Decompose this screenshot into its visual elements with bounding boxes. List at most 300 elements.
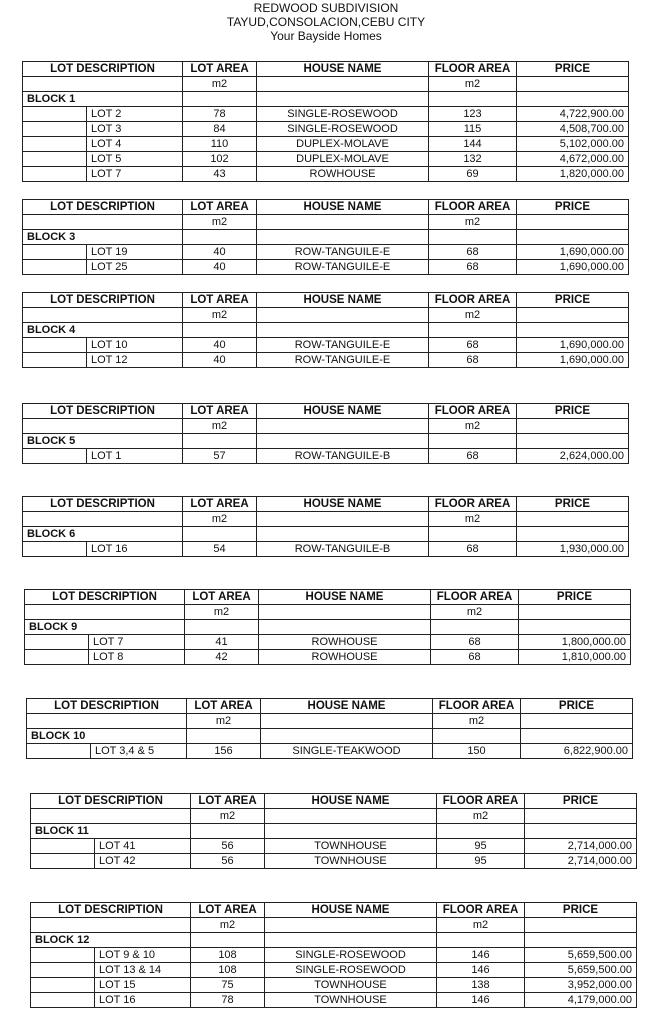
- table-row: [25, 635, 631, 650]
- price-header: PRICE: [517, 200, 629, 215]
- table-unit-row: [23, 512, 629, 527]
- floor-area-header: FLOOR AREA: [437, 903, 525, 918]
- empty-cell: [265, 933, 437, 948]
- table-row: [23, 542, 629, 557]
- floor-area-unit: m2: [437, 809, 525, 824]
- lot-area-value: 75: [191, 978, 265, 993]
- floor-area-header: FLOOR AREA: [429, 404, 517, 419]
- price-value: 2,714,000.00: [525, 839, 637, 854]
- table-unit-row: [23, 215, 629, 230]
- house-name-value: DUPLEX-MOLAVE: [257, 152, 429, 167]
- floor-area-header: FLOOR AREA: [437, 794, 525, 809]
- lot-description-header: LOT DESCRIPTION: [23, 200, 183, 215]
- empty-cell: [23, 107, 87, 122]
- floor-area-value: 146: [437, 993, 525, 1008]
- empty-cell: [185, 620, 259, 635]
- price-header: PRICE: [525, 794, 637, 809]
- block-label-row: [23, 230, 629, 245]
- table-unit-row: [23, 419, 629, 434]
- block-label: BLOCK 12: [31, 933, 191, 948]
- house-name-value: ROW-TANGUILE-E: [257, 353, 429, 368]
- empty-cell: [31, 809, 191, 824]
- price-value: 1,690,000.00: [517, 353, 629, 368]
- price-header: PRICE: [517, 497, 629, 512]
- table-header-row: [23, 62, 629, 77]
- floor-area-unit: m2: [431, 605, 519, 620]
- house-name-header: HOUSE NAME: [257, 200, 429, 215]
- empty-cell: [259, 605, 431, 620]
- floor-area-unit: m2: [429, 512, 517, 527]
- empty-cell: [23, 512, 183, 527]
- table-row: [23, 152, 629, 167]
- empty-cell: [429, 527, 517, 542]
- lot-area-header: LOT AREA: [185, 590, 259, 605]
- lot-area-unit: m2: [191, 809, 265, 824]
- table-row: [25, 650, 631, 665]
- empty-cell: [525, 809, 637, 824]
- floor-area-value: 132: [429, 152, 517, 167]
- lot-area-header: LOT AREA: [187, 699, 261, 714]
- house-name-value: ROWHOUSE: [259, 650, 431, 665]
- block-table: [22, 403, 629, 464]
- table-header-row: [23, 404, 629, 419]
- table-row: [31, 993, 637, 1008]
- price-value: 2,714,000.00: [525, 854, 637, 869]
- table-unit-row: [31, 809, 637, 824]
- block-label: BLOCK 1: [23, 92, 183, 107]
- table-header-row: [23, 497, 629, 512]
- empty-cell: [261, 729, 433, 744]
- floor-area-unit: m2: [429, 419, 517, 434]
- empty-cell: [23, 137, 87, 152]
- price-value: 1,690,000.00: [517, 245, 629, 260]
- empty-cell: [23, 338, 87, 353]
- block-label: BLOCK 4: [23, 323, 183, 338]
- lot-area-unit: m2: [183, 512, 257, 527]
- empty-cell: [257, 419, 429, 434]
- lot-area-value: 108: [191, 948, 265, 963]
- lot-number: LOT 5: [87, 152, 183, 167]
- block-table: [30, 793, 637, 869]
- price-value: 5,659,500.00: [525, 963, 637, 978]
- lot-area-value: 40: [183, 245, 257, 260]
- block-label: BLOCK 10: [27, 729, 187, 744]
- floor-area-value: 68: [429, 245, 517, 260]
- lot-area-value: 56: [191, 839, 265, 854]
- lot-area-header: LOT AREA: [191, 903, 265, 918]
- lot-area-value: 43: [183, 167, 257, 182]
- block-table: [24, 589, 631, 665]
- block-table: [22, 61, 629, 182]
- block-label-row: [23, 527, 629, 542]
- lot-number: LOT 25: [87, 260, 183, 275]
- empty-cell: [517, 230, 629, 245]
- table-unit-row: [31, 918, 637, 933]
- block-label-row: [27, 729, 633, 744]
- empty-cell: [191, 824, 265, 839]
- house-name-value: ROW-TANGUILE-E: [257, 260, 429, 275]
- empty-cell: [23, 353, 87, 368]
- block-label-row: [23, 323, 629, 338]
- lot-area-value: 54: [183, 542, 257, 557]
- lot-area-value: 84: [183, 122, 257, 137]
- empty-cell: [31, 948, 95, 963]
- lot-number: LOT 4: [87, 137, 183, 152]
- table-header-row: [23, 200, 629, 215]
- lot-area-header: LOT AREA: [183, 293, 257, 308]
- floor-area-header: FLOOR AREA: [429, 293, 517, 308]
- block-table: [22, 496, 629, 557]
- price-header: PRICE: [517, 404, 629, 419]
- lot-number: LOT 1: [87, 449, 183, 464]
- floor-area-value: 138: [437, 978, 525, 993]
- lot-area-value: 156: [187, 744, 261, 759]
- floor-area-value: 115: [429, 122, 517, 137]
- table-row: [27, 744, 633, 759]
- lot-area-value: 78: [191, 993, 265, 1008]
- table-unit-row: [23, 77, 629, 92]
- lot-number: LOT 41: [95, 839, 191, 854]
- house-name-header: HOUSE NAME: [257, 404, 429, 419]
- lot-description-header: LOT DESCRIPTION: [23, 62, 183, 77]
- block-table: [22, 199, 629, 275]
- house-name-header: HOUSE NAME: [257, 62, 429, 77]
- floor-area-unit: m2: [429, 215, 517, 230]
- empty-cell: [31, 839, 95, 854]
- empty-cell: [31, 963, 95, 978]
- floor-area-value: 68: [429, 449, 517, 464]
- lot-number: LOT 2: [87, 107, 183, 122]
- lot-area-value: 40: [183, 338, 257, 353]
- empty-cell: [521, 714, 633, 729]
- empty-cell: [187, 729, 261, 744]
- house-name-header: HOUSE NAME: [257, 293, 429, 308]
- block-label-row: [31, 933, 637, 948]
- house-name-value: TOWNHOUSE: [265, 854, 437, 869]
- lot-area-unit: m2: [183, 215, 257, 230]
- empty-cell: [429, 323, 517, 338]
- table-header-row: [31, 903, 637, 918]
- empty-cell: [31, 918, 191, 933]
- floor-area-unit: m2: [429, 308, 517, 323]
- empty-cell: [525, 918, 637, 933]
- lot-number: LOT 16: [87, 542, 183, 557]
- table-row: [23, 137, 629, 152]
- empty-cell: [517, 527, 629, 542]
- empty-cell: [437, 933, 525, 948]
- lot-area-value: 108: [191, 963, 265, 978]
- floor-area-value: 68: [429, 542, 517, 557]
- lot-area-value: 102: [183, 152, 257, 167]
- price-value: 1,690,000.00: [517, 338, 629, 353]
- floor-area-header: FLOOR AREA: [429, 62, 517, 77]
- table-row: [23, 122, 629, 137]
- empty-cell: [23, 152, 87, 167]
- empty-cell: [183, 230, 257, 245]
- empty-cell: [517, 434, 629, 449]
- block-table: [22, 292, 629, 368]
- table-row: [31, 978, 637, 993]
- price-value: 4,722,900.00: [517, 107, 629, 122]
- floor-area-header: FLOOR AREA: [429, 497, 517, 512]
- table-header-row: [25, 590, 631, 605]
- table-header-row: [23, 293, 629, 308]
- house-name-value: DUPLEX-MOLAVE: [257, 137, 429, 152]
- block-label: BLOCK 9: [25, 620, 185, 635]
- lot-number: LOT 19: [87, 245, 183, 260]
- subdivision-tagline: Your Bayside Homes: [270, 29, 382, 43]
- table-unit-row: [27, 714, 633, 729]
- table-row: [23, 260, 629, 275]
- lot-number: LOT 7: [89, 635, 185, 650]
- price-value: 4,672,000.00: [517, 152, 629, 167]
- house-name-header: HOUSE NAME: [261, 699, 433, 714]
- lot-description-header: LOT DESCRIPTION: [31, 794, 191, 809]
- lot-number: LOT 10: [87, 338, 183, 353]
- lot-description-header: LOT DESCRIPTION: [31, 903, 191, 918]
- empty-cell: [257, 77, 429, 92]
- empty-cell: [265, 809, 437, 824]
- price-value: 5,102,000.00: [517, 137, 629, 152]
- empty-cell: [27, 714, 187, 729]
- lot-number: LOT 9 & 10: [95, 948, 191, 963]
- empty-cell: [433, 729, 521, 744]
- lot-number: LOT 8: [89, 650, 185, 665]
- empty-cell: [31, 993, 95, 1008]
- lot-area-value: 57: [183, 449, 257, 464]
- floor-area-value: 146: [437, 948, 525, 963]
- table-row: [31, 948, 637, 963]
- block-label-row: [23, 434, 629, 449]
- house-name-value: TOWNHOUSE: [265, 839, 437, 854]
- empty-cell: [259, 620, 431, 635]
- empty-cell: [517, 77, 629, 92]
- house-name-header: HOUSE NAME: [265, 903, 437, 918]
- table-row: [23, 449, 629, 464]
- lot-number: LOT 16: [95, 993, 191, 1008]
- empty-cell: [517, 215, 629, 230]
- empty-cell: [257, 215, 429, 230]
- lot-area-unit: m2: [183, 77, 257, 92]
- empty-cell: [23, 122, 87, 137]
- empty-cell: [517, 419, 629, 434]
- lot-area-value: 56: [191, 854, 265, 869]
- lot-number: LOT 15: [95, 978, 191, 993]
- lot-area-value: 40: [183, 353, 257, 368]
- house-name-header: HOUSE NAME: [259, 590, 431, 605]
- floor-area-value: 144: [429, 137, 517, 152]
- empty-cell: [23, 215, 183, 230]
- empty-cell: [257, 323, 429, 338]
- price-value: 4,179,000.00: [525, 993, 637, 1008]
- lot-number: LOT 12: [87, 353, 183, 368]
- lot-area-unit: m2: [183, 419, 257, 434]
- house-name-value: ROW-TANGUILE-B: [257, 542, 429, 557]
- empty-cell: [25, 635, 89, 650]
- block-table: [30, 902, 637, 1008]
- price-header: PRICE: [519, 590, 631, 605]
- house-name-value: TOWNHOUSE: [265, 993, 437, 1008]
- table-row: [31, 854, 637, 869]
- floor-area-value: 95: [437, 839, 525, 854]
- floor-area-header: FLOOR AREA: [433, 699, 521, 714]
- floor-area-value: 123: [429, 107, 517, 122]
- price-value: 4,508,700.00: [517, 122, 629, 137]
- house-name-value: SINGLE-ROSEWOOD: [257, 107, 429, 122]
- block-label-row: [31, 824, 637, 839]
- subdivision-title: REDWOOD SUBDIVISION: [253, 1, 399, 15]
- empty-cell: [27, 744, 91, 759]
- table-row: [23, 167, 629, 182]
- empty-cell: [191, 933, 265, 948]
- price-value: 1,820,000.00: [517, 167, 629, 182]
- lot-number: LOT 42: [95, 854, 191, 869]
- price-value: 1,810,000.00: [519, 650, 631, 665]
- table-header-row: [31, 794, 637, 809]
- table-unit-row: [25, 605, 631, 620]
- empty-cell: [257, 512, 429, 527]
- floor-area-value: 68: [429, 338, 517, 353]
- lot-area-value: 78: [183, 107, 257, 122]
- house-name-value: SINGLE-ROSEWOOD: [257, 122, 429, 137]
- empty-cell: [31, 978, 95, 993]
- empty-cell: [429, 434, 517, 449]
- empty-cell: [31, 854, 95, 869]
- floor-area-value: 146: [437, 963, 525, 978]
- lot-area-value: 42: [185, 650, 259, 665]
- house-name-value: SINGLE-TEAKWOOD: [261, 744, 433, 759]
- empty-cell: [25, 650, 89, 665]
- price-value: 2,624,000.00: [517, 449, 629, 464]
- lot-area-value: 41: [185, 635, 259, 650]
- lot-area-header: LOT AREA: [183, 200, 257, 215]
- table-unit-row: [23, 308, 629, 323]
- floor-area-value: 68: [431, 635, 519, 650]
- block-label-row: [25, 620, 631, 635]
- lot-description-header: LOT DESCRIPTION: [23, 404, 183, 419]
- floor-area-value: 68: [429, 260, 517, 275]
- empty-cell: [183, 323, 257, 338]
- price-value: 1,800,000.00: [519, 635, 631, 650]
- empty-cell: [23, 77, 183, 92]
- empty-cell: [23, 419, 183, 434]
- table-row: [23, 353, 629, 368]
- empty-cell: [23, 308, 183, 323]
- empty-cell: [429, 230, 517, 245]
- table-row: [31, 963, 637, 978]
- price-value: 1,690,000.00: [517, 260, 629, 275]
- empty-cell: [517, 323, 629, 338]
- empty-cell: [265, 918, 437, 933]
- block-label: BLOCK 3: [23, 230, 183, 245]
- empty-cell: [23, 167, 87, 182]
- empty-cell: [517, 512, 629, 527]
- table-row: [23, 245, 629, 260]
- empty-cell: [257, 308, 429, 323]
- house-name-value: ROWHOUSE: [259, 635, 431, 650]
- empty-cell: [519, 620, 631, 635]
- block-table: [26, 698, 633, 759]
- price-header: PRICE: [517, 293, 629, 308]
- floor-area-value: 69: [429, 167, 517, 182]
- lot-number: LOT 7: [87, 167, 183, 182]
- house-name-value: TOWNHOUSE: [265, 978, 437, 993]
- empty-cell: [517, 92, 629, 107]
- lot-area-header: LOT AREA: [183, 497, 257, 512]
- lot-area-unit: m2: [187, 714, 261, 729]
- block-label: BLOCK 6: [23, 527, 183, 542]
- lot-area-unit: m2: [191, 918, 265, 933]
- price-value: 3,952,000.00: [525, 978, 637, 993]
- floor-area-value: 68: [429, 353, 517, 368]
- floor-area-value: 68: [431, 650, 519, 665]
- empty-cell: [257, 527, 429, 542]
- empty-cell: [519, 605, 631, 620]
- floor-area-value: 150: [433, 744, 521, 759]
- lot-area-value: 110: [183, 137, 257, 152]
- floor-area-unit: m2: [437, 918, 525, 933]
- floor-area-header: FLOOR AREA: [431, 590, 519, 605]
- house-name-value: SINGLE-ROSEWOOD: [265, 963, 437, 978]
- empty-cell: [23, 449, 87, 464]
- table-row: [31, 839, 637, 854]
- empty-cell: [265, 824, 437, 839]
- lot-description-header: LOT DESCRIPTION: [23, 293, 183, 308]
- empty-cell: [525, 933, 637, 948]
- house-name-header: HOUSE NAME: [257, 497, 429, 512]
- empty-cell: [257, 230, 429, 245]
- empty-cell: [517, 308, 629, 323]
- lot-number: LOT 13 & 14: [95, 963, 191, 978]
- house-name-header: HOUSE NAME: [265, 794, 437, 809]
- floor-area-unit: m2: [429, 77, 517, 92]
- block-label: BLOCK 5: [23, 434, 183, 449]
- block-label-row: [23, 92, 629, 107]
- empty-cell: [437, 824, 525, 839]
- floor-area-value: 95: [437, 854, 525, 869]
- lot-area-unit: m2: [183, 308, 257, 323]
- price-value: 6,822,900.00: [521, 744, 633, 759]
- table-header-row: [27, 699, 633, 714]
- lot-description-header: LOT DESCRIPTION: [23, 497, 183, 512]
- empty-cell: [431, 620, 519, 635]
- table-row: [23, 338, 629, 353]
- lot-area-value: 40: [183, 260, 257, 275]
- empty-cell: [183, 92, 257, 107]
- empty-cell: [261, 714, 433, 729]
- house-name-value: ROWHOUSE: [257, 167, 429, 182]
- lot-area-header: LOT AREA: [183, 62, 257, 77]
- empty-cell: [23, 260, 87, 275]
- price-header: PRICE: [517, 62, 629, 77]
- house-name-value: SINGLE-ROSEWOOD: [265, 948, 437, 963]
- floor-area-unit: m2: [433, 714, 521, 729]
- empty-cell: [257, 92, 429, 107]
- empty-cell: [25, 605, 185, 620]
- floor-area-header: FLOOR AREA: [429, 200, 517, 215]
- empty-cell: [183, 527, 257, 542]
- lot-area-header: LOT AREA: [191, 794, 265, 809]
- block-label: BLOCK 11: [31, 824, 191, 839]
- page-header: [0, 1, 652, 43]
- price-value: 1,930,000.00: [517, 542, 629, 557]
- price-header: PRICE: [525, 903, 637, 918]
- lot-number: LOT 3,4 & 5: [91, 744, 187, 759]
- empty-cell: [429, 92, 517, 107]
- table-row: [23, 107, 629, 122]
- empty-cell: [183, 434, 257, 449]
- empty-cell: [23, 542, 87, 557]
